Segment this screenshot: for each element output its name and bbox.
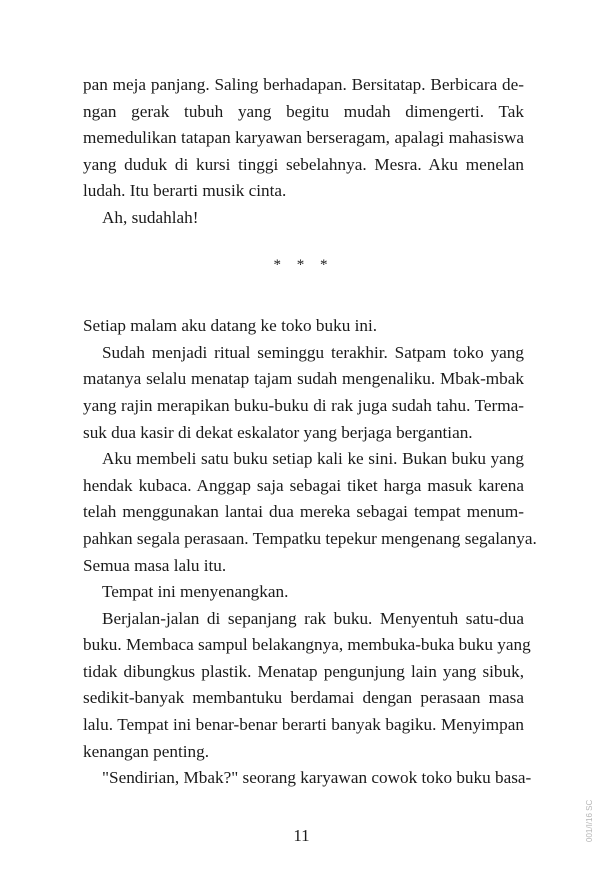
text-line: ludah. Itu berarti musik cinta. bbox=[83, 181, 287, 201]
page-number: 11 bbox=[293, 826, 310, 845]
text-line: yang rajin merapikan buku-buku di rak juga sudah tahu. Terma- bbox=[83, 395, 524, 415]
text-line: kenangan penting. bbox=[83, 741, 210, 761]
text-line: Berjalan-jalan di sepanjang rak buku. Menyentuh satu-dua bbox=[102, 608, 524, 628]
text-block-1 bbox=[83, 72, 524, 232]
text-line: telah menggunakan lantai dua mereka sebagai tempat menum- bbox=[83, 502, 524, 522]
text-block-2 bbox=[83, 313, 537, 792]
text-line: tidak dibungkus plastik. Menatap pengunjung lain yang sibuk, bbox=[83, 661, 524, 681]
text-line: pan meja panjang. Saling berhadapan. Bersitatap. Berbicara de- bbox=[83, 75, 524, 94]
text-line: suk dua kasir di dekat eskalator yang berjaga bergantian. bbox=[83, 422, 473, 442]
text-line: ngan gerak tubuh yang begitu mudah dimengerti. Tak bbox=[83, 101, 524, 121]
text-line: Aku membeli satu buku setiap kali ke sini. Bukan buku yang bbox=[102, 449, 524, 469]
page-body bbox=[83, 72, 537, 792]
text-line: memedulikan tatapan karyawan berseragam, apalagi mahasiswa bbox=[83, 128, 524, 148]
text-line: hendak kubaca. Anggap saja sebagai tiket harga masuk karena bbox=[83, 475, 524, 495]
text-line: Setiap malam aku datang ke toko buku ini. bbox=[83, 316, 378, 336]
text-line: buku. Membaca sampul belakangnya, membuka-buka buku yang bbox=[83, 635, 531, 655]
text-line: Semua masa lalu itu. bbox=[83, 555, 227, 575]
text-line: pahkan segala perasaan. Tempatku tepekur mengenang segalanya. bbox=[83, 528, 537, 548]
text-line: matanya selalu menatap tajam sudah mengenaliku. Mbak-mbak bbox=[83, 369, 524, 389]
text-line: sedikit-banyak membantuku berdamai dengan perasaan masa bbox=[83, 688, 524, 708]
text-line: Tempat ini menyenangkan. bbox=[102, 582, 289, 602]
text-line: yang duduk di kursi tinggi sebelahnya. Mesra. Aku menelan bbox=[83, 154, 524, 174]
text-line: Sudah menjadi ritual seminggu terakhir. Satpam toko yang bbox=[102, 342, 524, 362]
section-separator: * * * bbox=[273, 256, 334, 273]
print-stamp: 001/I/16 SC bbox=[585, 799, 594, 842]
text-line: Ah, sudahlah! bbox=[102, 207, 199, 227]
text-line: "Sendirian, Mbak?" seorang karyawan cowok toko buku basa- bbox=[102, 768, 532, 788]
text-line: lalu. Tempat ini benar-benar berarti banyak bagiku. Menyimpan bbox=[83, 715, 524, 735]
